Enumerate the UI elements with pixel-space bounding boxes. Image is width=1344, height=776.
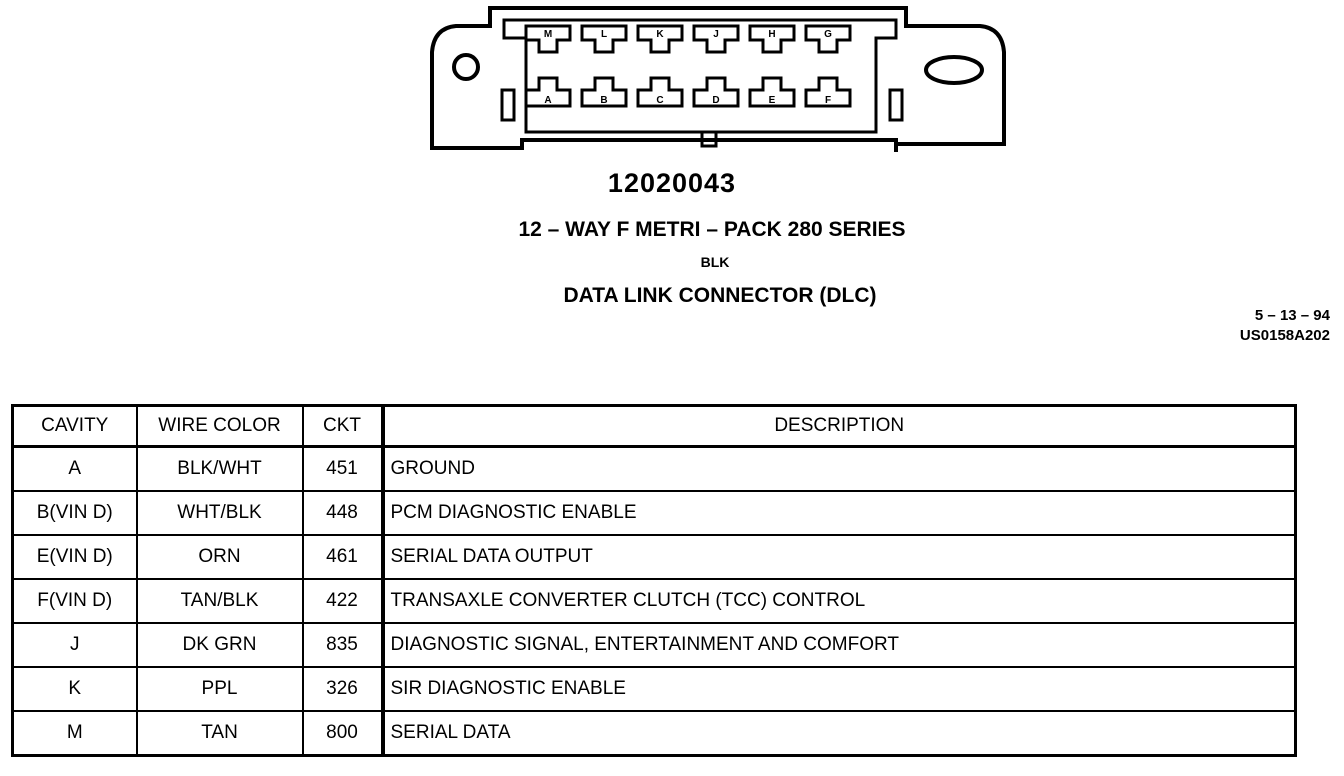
pin-cavity-g xyxy=(806,26,850,52)
pin-cavity-h xyxy=(750,26,794,52)
table-row xyxy=(13,711,1296,756)
table-row xyxy=(13,491,1296,535)
ckt-cell: 422 xyxy=(303,579,383,623)
pin-label: L xyxy=(600,29,608,40)
header-ckt: CKT xyxy=(303,406,383,447)
pin-cavity-a xyxy=(526,78,570,106)
wire-color-cell: BLK/WHT xyxy=(137,447,303,492)
cavity-cell: M xyxy=(13,711,137,756)
header-cavity: CAVITY xyxy=(13,406,137,447)
table-row xyxy=(13,667,1296,711)
description-cell: GROUND xyxy=(383,447,1296,492)
reference-block xyxy=(1240,306,1330,346)
wire-color-cell: DK GRN xyxy=(137,623,303,667)
cavity-cell: F(VIN D) xyxy=(13,579,137,623)
pin-label: E xyxy=(768,95,776,106)
table-header-row xyxy=(13,406,1296,447)
pin-cavity-j xyxy=(694,26,738,52)
pin-label: B xyxy=(600,95,608,106)
wire-color-cell: PPL xyxy=(137,667,303,711)
pin-cavity-k xyxy=(638,26,682,52)
pin-cavity-f xyxy=(806,78,850,106)
table-row xyxy=(13,579,1296,623)
ckt-cell: 326 xyxy=(303,667,383,711)
ckt-cell: 461 xyxy=(303,535,383,579)
connector-series: 12 – WAY F METRI – PACK 280 SERIES xyxy=(518,218,906,241)
pin-cavity-b xyxy=(582,78,626,106)
ckt-cell: 451 xyxy=(303,447,383,492)
connector-color: BLK xyxy=(700,254,730,270)
description-cell: TRANSAXLE CONVERTER CLUTCH (TCC) CONTROL xyxy=(383,579,1296,623)
pin-label: K xyxy=(656,29,664,40)
reference-code: US0158A202 xyxy=(1239,327,1330,344)
pin-label: M xyxy=(543,29,553,40)
description-cell: SERIAL DATA xyxy=(383,711,1296,756)
table-row xyxy=(13,623,1296,667)
ckt-cell: 448 xyxy=(303,491,383,535)
cavity-cell: J xyxy=(13,623,137,667)
wire-color-cell: WHT/BLK xyxy=(137,491,303,535)
pin-label: F xyxy=(824,95,832,106)
connector-face-diagram xyxy=(420,0,1020,160)
wire-color-cell: TAN/BLK xyxy=(137,579,303,623)
pin-label: G xyxy=(824,29,832,40)
cavity-cell: A xyxy=(13,447,137,492)
part-number: 12020043 xyxy=(607,168,737,198)
cavity-cell: E(VIN D) xyxy=(13,535,137,579)
ckt-cell: 800 xyxy=(303,711,383,756)
reference-date: 5 – 13 – 94 xyxy=(1254,307,1330,324)
pin-label: H xyxy=(768,29,776,40)
table-row xyxy=(13,535,1296,579)
ckt-cell: 835 xyxy=(303,623,383,667)
table-row xyxy=(13,447,1296,492)
pin-cavity-e xyxy=(750,78,794,106)
connector-name: DATA LINK CONNECTOR (DLC) xyxy=(563,284,877,307)
pin-label: D xyxy=(712,95,720,106)
cavity-cell: K xyxy=(13,667,137,711)
pinout-table xyxy=(11,404,1297,757)
wire-color-cell: TAN xyxy=(137,711,303,756)
description-cell: DIAGNOSTIC SIGNAL, ENTERTAINMENT AND COMFORT xyxy=(383,623,1296,667)
header-wire-color: WIRE COLOR xyxy=(137,406,303,447)
pin-label: J xyxy=(713,29,719,40)
pin-cavity-c xyxy=(638,78,682,106)
wire-color-cell: ORN xyxy=(137,535,303,579)
description-cell: SIR DIAGNOSTIC ENABLE xyxy=(383,667,1296,711)
cavity-cell: B(VIN D) xyxy=(13,491,137,535)
header-description: DESCRIPTION xyxy=(383,406,1296,447)
description-cell: PCM DIAGNOSTIC ENABLE xyxy=(383,491,1296,535)
pin-cavity-m xyxy=(526,26,570,52)
pin-label: A xyxy=(544,95,552,106)
pin-cavity-d xyxy=(694,78,738,106)
pin-cavity-l xyxy=(582,26,626,52)
pin-label: C xyxy=(656,95,664,106)
description-cell: SERIAL DATA OUTPUT xyxy=(383,535,1296,579)
